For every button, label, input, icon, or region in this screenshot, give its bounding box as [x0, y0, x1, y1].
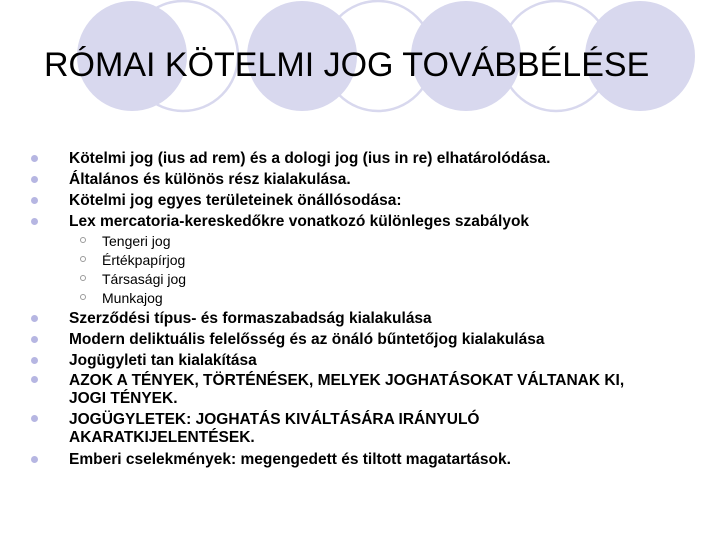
bullet-list: [0, 148, 720, 470]
bullet-dot-icon: [31, 197, 38, 204]
bullet-ring-icon: [80, 256, 86, 262]
bullet-ring-icon: [80, 275, 86, 281]
bullet-item: [0, 211, 720, 232]
bullet-dot-icon: [31, 176, 38, 183]
bullet-item: [0, 410, 720, 449]
sub-bullet-text: Munkajog: [102, 290, 163, 306]
sub-bullet-item: [0, 232, 720, 251]
sub-bullet-item: [0, 289, 720, 308]
bullet-item: [0, 190, 720, 211]
bullet-item: [0, 449, 720, 470]
bullet-dot-icon: [31, 415, 38, 422]
bullet-dot-icon: [31, 315, 38, 322]
bullet-dot-icon: [31, 357, 38, 364]
bullet-ring-icon: [80, 294, 86, 300]
bullet-text: Emberi cselekmények: megengedett és tiltott magatartások.: [69, 451, 511, 468]
bullet-dot-icon: [31, 155, 38, 162]
sub-bullet-text: Társasági jog: [102, 271, 187, 287]
sub-bullet-text: Értékpapírjog: [102, 252, 186, 268]
bullet-item: [0, 329, 720, 350]
bullet-dot-icon: [31, 376, 38, 383]
sub-bullet-text: Tengeri jog: [102, 233, 171, 249]
bullet-dot-icon: [31, 456, 38, 463]
bullet-text: Kötelmi jog (ius ad rem) és a dologi jog (ius in re) elhatárolódása.: [69, 150, 551, 167]
bullet-dot-icon: [31, 336, 38, 343]
bullet-text: AZOK A TÉNYEK, TÖRTÉNÉSEK, MELYEK JOGHATÁSOKAT VÁLTANAK KI, JOGI TÉNYEK.: [69, 372, 625, 407]
bullet-item: [0, 371, 720, 410]
bullet-text: Lex mercatoria-kereskedőkre vonatkozó különleges szabályok: [69, 213, 530, 230]
sub-bullet-item: [0, 270, 720, 289]
bullet-item: [0, 148, 720, 169]
bullet-item: [0, 350, 720, 371]
slide-title: RÓMAI KÖTELMI JOG TOVÁBBÉLÉSE: [44, 46, 650, 84]
bullet-text: Általános és különös rész kialakulása.: [69, 171, 351, 188]
bullet-dot-icon: [31, 218, 38, 225]
bullet-item: [0, 308, 720, 329]
bullet-text: JOGÜGYLETEK: JOGHATÁS KIVÁLTÁSÁRA IRÁNYULÓ AKARATKIJELENTÉSEK.: [69, 411, 480, 446]
bullet-item: [0, 169, 720, 190]
bullet-text: Jogügyleti tan kialakítása: [69, 352, 257, 369]
bullet-text: Szerződési típus- és formaszabadság kialakulása: [69, 310, 432, 327]
bullet-text: Modern deliktuális felelősség és az önáló bűntetőjog kialakulása: [69, 331, 545, 348]
bullet-text: Kötelmi jog egyes területeinek önállósodása:: [69, 192, 402, 209]
sub-bullet-item: [0, 251, 720, 270]
bullet-ring-icon: [80, 237, 86, 243]
